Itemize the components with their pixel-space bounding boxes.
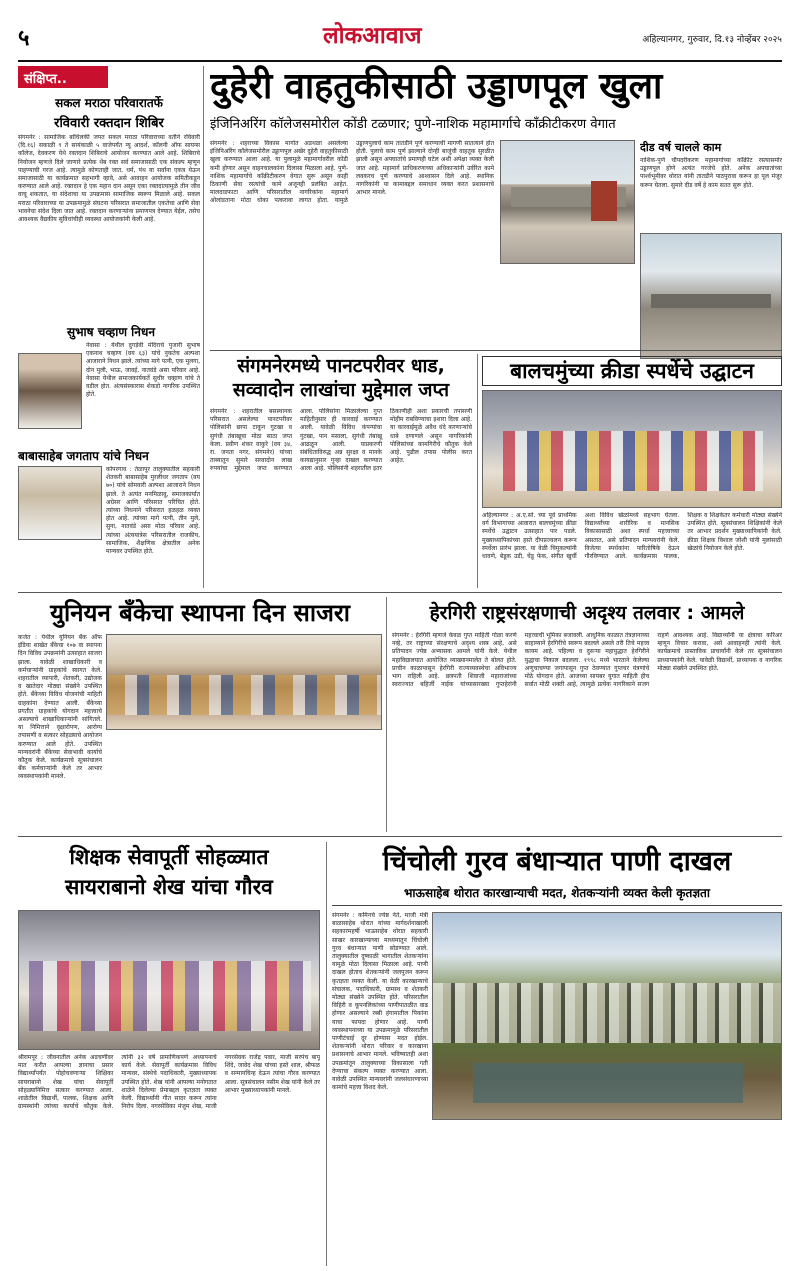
sidebar-story1-headline1: सकल मराठा परिवारातर्फे xyxy=(55,96,163,110)
dateline: अहिल्यानगर, गुरुवार, दि.१३ नोव्हेंबर २०२५ xyxy=(642,35,782,45)
raid-divider xyxy=(477,354,478,588)
flyover-photo xyxy=(500,140,635,264)
water-body-col1: संगमनेर : कमिनचे ज्येष्ठ नेते, माजी मंत्री बाळासाहेब थोरात यांच्या मार्गदर्शनाखाली सहकारमहर्षी भाऊसाहेब थोरात सहकारी साखर कारखान्याच्या माध्यमातून चिंचोली गुरव बंधाऱ्यात पाणी सोडण्यात आले. तालुक्यातील दुष्काळी भागातील शेतकऱ्यांना यामुळे मोठा दिलासा मिळाला आहे. पाणी दाखल होताच शेतकऱ्यांनी जलपूजन करून कृतज्ञता व्यक्त केली. या वेळी कारखान्याचे संचालक, पदाधिकारी, ग्रामस्थ व शेतकरी मोठ्या संख्येने उपस्थित होते. परिसरातील विहिरी व कूपनलिकांच्या पाणीपातळीत वाढ होणार असल्याने रब्बी हंगामातील पिकांना याचा फायदा होणार आहे. पाणी व्यवस्थापनाच्या या उपक्रमामुळे परिसरातील पाणीटंचाई दूर होण्यास मदत होईल. शेतकऱ्यांनी थोरात परिवार व कारखाना प्रशासनाचे आभार मानले. भविष्यातही अशा उपक्रमांतून तालुक्याच्या विकासाला गती देण्याचा संकल्प व्यक्त करण्यात आला. यावेळी उपस्थित मान्यवरांनी जलसंधारणाच्या कामांचे महत्त्व विशद केले. xyxy=(332,912,428,1092)
water-body-col2 xyxy=(432,1124,782,1264)
sidebar-story2-body: नेवासा : येथील दुगड़ेवी मंदिराचे पुजारी सुभाष एकनाथ चव्हाण (वय ६३) यांचे नुकतेच अल्पशा आजाराने निधन झाले. त्यांच्या मागे पत्नी, एक मुलगा, दोन मुली, भाऊ, जावई, नातवंडे असा परिवार आहे. नेवासा येथील समाजकार्यकर्ते सुधीर चव्हाण यांचे ते वडील होत. अंत्यसंस्कारास शेकडो नागरिक उपस्थित होते. xyxy=(86,342,200,399)
raid-headline1: संगमनेरमध्ये पानटपरीवर धाड, xyxy=(237,355,445,377)
lead-box-title: दीड वर्ष चालले काम xyxy=(640,141,722,154)
retirement-divider xyxy=(326,842,327,1266)
raid-body: संगमनेर : शहरातील बसस्थानक परिसरात असलेल्या पानटपरीवर पोलिसांनी छापा टाकून गुटखा व सुगंधी तंबाखूचा मोठा साठा जप्त केला. प्रवीण शंकर वाकुरे (वय ३४, रा. जनता नगर, संगमनेर) यांच्या ताब्यातून सुमारे सव्वादोन लाख रुपयांचा मुद्देमाल जप्त करण्यात आला. पोलिसांना मिळालेल्या गुप्त माहितीनुसार ही कारवाई करण्यात आली. यावेळी विविध कंपन्यांचा गुटखा, पान मसाला, सुगंधी तंबाखू आढळून आली. याप्रकरणी संबंधिताविरुद्ध अन्न सुरक्षा व मानके कायद्यानुसार गुन्हा दाखल करण्यात आला आहे. पोलिसांनी शहरातील इतर ठिकाणीही अशा प्रकारची तपासणी मोहीम राबविण्याचा इशारा दिला आहे. या कारवाईमुळे अवैध धंदे करणाऱ्यांचे धाबे दणाणले असून नागरिकांनी पोलिसांच्या कामगिरीचे कौतुक केले आहे. पुढील तपास पोलीस करत आहेत. xyxy=(210,408,472,473)
retirement-headline1: शिक्षक सेवापूर्ती सोहळ्यात xyxy=(69,845,269,869)
bank-headline: युनियन बँकेचा स्थापना दिन साजरा xyxy=(50,599,350,627)
section-rule-2 xyxy=(18,836,782,837)
sidebar-divider xyxy=(203,66,204,588)
bank-divider xyxy=(386,597,387,832)
bank-body-col1: कर्जत : येथील युनियन बँक ऑफ इंडिया शाखेत बँकेचा १०७ वा स्थापना दिन विविध उपक्रमांनी उत्साहात साजरा झाला. यावेळी शाखाधिकारी व कर्मचाऱ्यांनी ग्राहकांचे स्वागत केले. शहरातील व्यापारी, शेतकरी, उद्योजक व खातेदार मोठ्या संख्येने उपस्थित होते. बँकेच्या विविध योजनांची माहिती ग्राहकांना देण्यात आली. बँकेच्या प्रगतीत ग्राहकांचे योगदान महत्त्वाचे असल्याचे शाखाधिकाऱ्यांनी सांगितले. या निमित्ताने वृक्षारोपण, आरोग्य तपासणी व सत्कार सोहळ्याचे आयोजन करण्यात आले होते. उपस्थित मान्यवरांनी बँकेच्या सेवाभावी कार्याचे कौतुक केले. कार्यक्रमाचे सूत्रसंचालन बँक कर्मचाऱ्यांनी केले तर आभार व्यवस्थापकांनी मानले. xyxy=(18,634,102,781)
lead-continued xyxy=(500,268,635,346)
lead-box-body: नाशिक-पुणे चौपदरीकरण महामार्गाच्या काँक्रीट रस्त्यासमोर उड्डाणपूल होणे अत्यंत गरजेचे होते. अनेक अपघातांच्या पार्श्वभूमीवर थोरात यांनी तातडीने पाठपुरावा करून हा पूल मंजूर करून घेतला. सुमारे दीड वर्षे हे काम सतत सुरू होते. xyxy=(640,157,782,189)
masthead-logo: लोकआवाज xyxy=(323,23,422,49)
subhash-photo xyxy=(18,353,82,429)
sidebar-story1-body: संगमनेर : सामाजिक बांधिलकी जपत सकल मराठा परिवाराच्या वतीने रविवारी (दि.१६) सकाळी ९ ते सायंकाळी ५ वाजेपर्यंत न्यू आदर्श, कॉलनी ऑफ सायन्स कॉलेज, देवकरण येथे रक्तदान शिबिराचे आयोजन करण्यात आले आहे. शिबिराचे नियोजन म्हणजे दिले जाणारे प्रत्येक थेंब रक्त सर्व समाजासाठी एक संकल्प म्हणून पाहण्याची गरज आहे. त्यामुळे कोणताही जात, धर्म, पंथ या सर्वांना एकत्र येऊन समाजासाठी या कार्यक्रमात सहभागी व्हावे, असे आवाहन आयोजक समितीकडून करण्यात आले आहे. रक्तदान हे एक महान दान असून एका रक्तदात्यामुळे तीन जीव वाचू शकतात, या संदेशाचा या उपक्रमास सामाजिक स्वरूप मिळाले आहे. सकल मराठा परिवाराच्या या उपक्रमामुळे संघटना परिसरात समाजातील एकतेचा आणि सेवा भावनेचा संदेश दिला जात आहे. रक्तदान करणाऱ्यांना प्रमाणपत्र देण्यात येईल, तसेच आवश्यक वैद्यकीय सुविधांचीही व्यवस्था आयोजकांनी केली आहे. xyxy=(18,134,200,224)
water-photo xyxy=(432,912,782,1120)
water-subheadline: भाऊसाहेब थोरात कारखान्याची मदत, शेतकऱ्यांनी व्यक्त केली कृतज्ञता xyxy=(332,884,782,906)
sports-photo xyxy=(482,390,782,508)
lead-rule xyxy=(210,350,782,351)
masthead-rule xyxy=(18,60,782,62)
water-headline: चिंचोली गुरव बंधाऱ्यात पाणी दाखल xyxy=(382,846,732,877)
lead-subheadline: इंजिनिअरिंग कॉलेजसमोरील कोंडी टळणार; पुणे-नाशिक महामार्गाचे कॉंक्रीटीकरण वेगात xyxy=(210,117,616,132)
heritage-headline: हेरगिरी राष्ट्रसंरक्षणाची अदृश्य तलवार : आमले xyxy=(429,602,745,624)
masthead xyxy=(18,20,782,60)
lead-headline: दुहेरी वाहतुकीसाठी उड्डाणपूल खुला xyxy=(210,66,663,107)
section-rule-1 xyxy=(18,592,782,593)
babasaheb-photo xyxy=(18,466,102,540)
sports-headline: बालचमुंच्या क्रीडा स्पर्धेचे उद्घाटन xyxy=(482,356,782,386)
bank-body-col2 xyxy=(106,734,382,830)
sidebar-story3-headline: बाबासाहेब जगताप यांचे निधन xyxy=(18,449,149,463)
page-number: ५ xyxy=(18,26,30,51)
sports-body: अहिल्यानगर : अ.ए.सो. च्या पूर्व प्राथमिक वर्ग विभागाच्या आवारात बालचमुंच्या क्रीडा स्पर्धेचे उद्घाटन उत्साहात पार पडले. मुख्याध्यापिकांच्या हस्ते दीपप्रज्वलन करून स्पर्धेला प्रारंभ झाला. या वेळी चिमुकल्यांनी धावणे, बेडूक उडी, चेंडू फेक, संगीत खुर्ची अशा विविध खेळांमध्ये सहभाग घेतला. विद्यार्थ्यांच्या शारीरिक व मानसिक विकासासाठी अशा स्पर्धा महत्त्वाच्या असतात, असे प्रतिपादन मान्यवरांनी केले. विजेत्या स्पर्धकांना पारितोषिके देऊन गौरविण्यात आले. कार्यक्रमास पालक, शिक्षक व शिक्षकेतर कर्मचारी मोठ्या संख्येने उपस्थित होते. सूत्रसंचालन शिक्षिकांनी केले तर आभार प्रदर्शन मुख्याध्यापिकांनी केले. क्रीडा शिक्षक विशाल जोशी यांनी मुलांसाठी खेळांचे नियोजन केले होते. xyxy=(482,512,782,561)
sidebar-story2-headline: सुभाष चव्हाण निधन xyxy=(66,325,155,339)
sidebar xyxy=(18,66,200,590)
raid-headline2: सव्वादोन लाखांचा मुद्देमाल जप्त xyxy=(232,379,450,401)
retirement-photo xyxy=(18,910,320,1050)
retirement-headline2: सायराबानो शेख यांचा गौरव xyxy=(65,875,273,899)
construction-photo xyxy=(640,233,782,359)
lead-box xyxy=(640,140,782,345)
sidebar-story1-headline2: रविवारी रक्तदान शिबिर xyxy=(54,116,164,131)
retirement-body: श्रीरामपूर : जीवनातील अनेक अडचणींवर मात करीत आपल्या ज्ञानाचा प्रसार विद्यार्थ्यांपर्यंत पोहोचवणाऱ्या शिक्षिका सायराबानो शेख यांचा सेवापूर्ती सोहळ्यानिमित्त सत्कार करण्यात आला. शाळेतील विद्यार्थी, पालक, शिक्षक आणि ग्रामस्थांनी त्यांच्या कार्याचे कौतुक केले. त्यांनी ३२ वर्षे प्रामाणिकपणे अध्यापनाचे कार्य केले. सेवापूर्ती कार्यक्रमास विविध मान्यवर, संस्थेचे पदाधिकारी, मुख्याध्यापक उपस्थित होते. शेख यांनी आपल्या मनोगतात शाळेने दिलेल्या प्रेमाबद्दल कृतज्ञता व्यक्त केली. विद्यार्थ्यांनी गीत सादर करून त्यांना निरोप दिला. नगरसेविका मंजुम शेख, माजी नगरसेवक राजेंद्र पवार, माजी सरपंच बापू शिंदे, जावेद शेख यांच्या हस्ते शाल, श्रीफळ व सन्मानचिन्ह देऊन त्यांचा गौरव करण्यात आला. सूत्रसंचालन नसीम शेख यांनी केले तर आभार मुख्याध्यापकांनी मानले. xyxy=(18,1054,320,1111)
heritage-body: संगमनेर : हेरगिरी म्हणजे केवळ गुप्त माहिती गोळा करणे नव्हे, तर राष्ट्राच्या संरक्षणाचे अदृश्य शस्त्र आहे, असे प्रतिपादन ज्येष्ठ अभ्यासक आमले यांनी केले. येथील महाविद्यालयात आयोजित व्याख्यानमालेत ते बोलत होते. प्राचीन काळापासून हेरगिरी राज्यव्यवस्थेचा अविभाज्य भाग राहिली आहे. छत्रपती शिवाजी महाराजांच्या स्वराज्यात बहिर्जी नाईक यांच्यासारख्या गुप्तहेरांनी महत्त्वाची भूमिका बजावली. आधुनिक काळात तंत्रज्ञानाच्या साहाय्याने हेरगिरीचे स्वरूप बदलले असले तरी तिचे महत्त्व कायम आहे. पहिल्या व दुसऱ्या महायुद्धात हेरगिरीने युद्धाचा निकाल बदलला. १९९८ मध्ये भारताने केलेल्या अणुचाचण्या जगापासून गुप्त ठेवण्यात गुप्तचर यंत्रणांचे मोठे योगदान होते. आजच्या सायबर युगात माहिती हीच सर्वात मोठी शक्ती आहे, त्यामुळे प्रत्येक नागरिकाने सजग राहणे आवश्यक आहे. विद्यार्थ्यांनी या क्षेत्राचा करिअर म्हणून विचार करावा, असे आवाहनही त्यांनी केले. कार्यक्रमाचे प्रास्ताविक प्राचार्यांनी केले तर सूत्रसंचालन प्राध्यापकांनी केले. यावेळी विद्यार्थी, प्राध्यापक व नागरिक मोठ्या संख्येने उपस्थित होते. xyxy=(392,632,782,689)
sidebar-header: संक्षिप्त.. xyxy=(18,66,108,88)
bank-photo xyxy=(106,634,382,730)
lead-body: संगमनेर : शहराच्या विकास मार्गात अडथळा असलेल्या इंजिनिअरिंग कॉलेजसमोरील उड्डाणपूल अखेर दुहेरी वाहतुकीसाठी खुला करण्यात आला आहे. या पुलामुळे महामार्गावरील कोंडी कमी होणार असून वाहनचालकांना दिलासा मिळाला आहे. पुणे-नाशिक महामार्गाचे कॉंक्रीटीकरण वेगात सुरू असून काही ठिकाणी सेवा रस्त्यांची कामे अजूनही प्रलंबित आहेत. मालदाडफाटा आणि परिसरातील नागरिकांना महामार्ग ओलांडताना मोठा धोका पत्करावा लागत होता. यामुळे उड्डाणपुलाचे काम तातडीने पूर्ण करण्याची मागणी सातत्याने होत होती. पुलाचे काम पूर्ण झाल्याने दोन्ही बाजूंची वाहतूक सुरळीत झाली असून अपघातांचे प्रमाणही घटेल अशी अपेक्षा व्यक्त केली जात आहे. महामार्ग प्राधिकरणाच्या अधिकाऱ्यांनी उर्वरित कामे लवकरच पूर्ण करण्याचे आश्वासन दिले आहे. स्थानिक नागरिकांनी या कामाबद्दल समाधान व्यक्त करत प्रशासनाचे आभार मानले. xyxy=(210,140,494,205)
sidebar-story3-body: कोपरगाव : तेळापूर तालुक्यातील सहकारी शेतकरी बाबासाहेब मुरलीधर जगताप (वय ७०) यांचे सोमवारी अल्पशा आजाराने निधन झाले. ते अत्यंत मनमिळावू, समाजकार्यात अग्रेसर आणि परिसरात परिचित होते. त्यांच्या निधनाने परिसरात हळहळ व्यक्त होत आहे. त्यांच्या मागे पत्नी, तीन मुले, सुना, नातवंडे असा मोठा परिवार आहे. त्यांच्या अंत्ययात्रेस परिसरातील राजकीय, सामाजिक, शैक्षणिक क्षेत्रातील अनेक मान्यवर उपस्थित होते. xyxy=(106,466,200,556)
